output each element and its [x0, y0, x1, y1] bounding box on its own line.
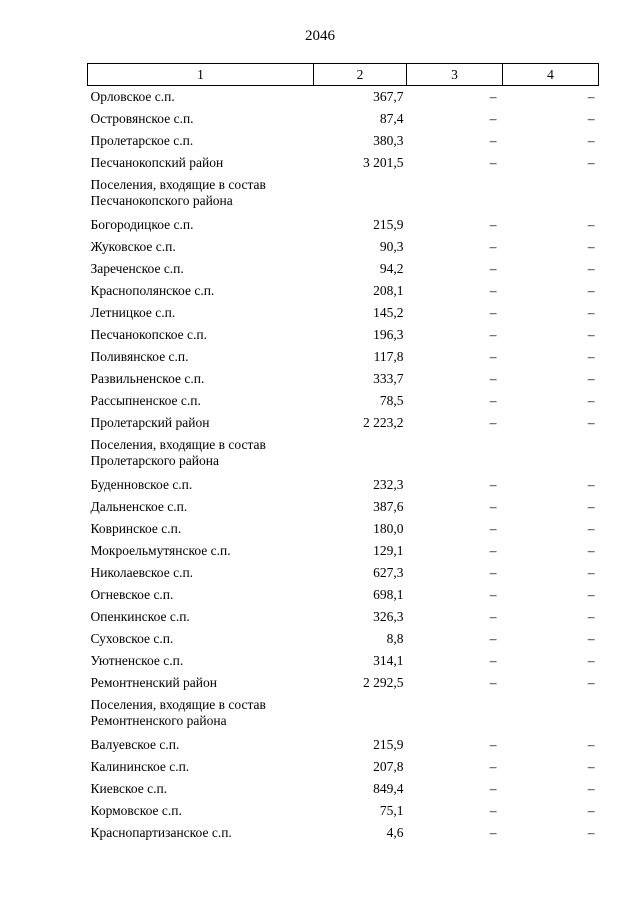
column-3-cell: – [489, 499, 497, 514]
value-cell [314, 174, 407, 214]
column-4-cell: – [587, 89, 595, 104]
column-header-3: 3 [407, 64, 503, 86]
name-cell: Кормовское с.п. [90, 803, 182, 818]
column-4-cell: – [587, 759, 595, 774]
table-body [88, 86, 599, 845]
column-4-cell: – [587, 393, 595, 408]
column-4-cell: – [587, 305, 595, 320]
table-row [88, 496, 599, 518]
column-3-cell: – [489, 803, 497, 818]
table-row [88, 756, 599, 778]
column-3-cell: – [489, 737, 497, 752]
table-row [88, 584, 599, 606]
column-4-cell: – [587, 675, 595, 690]
column-4-cell: – [587, 415, 595, 430]
column-4-cell: – [587, 543, 595, 558]
column-4-cell: – [587, 803, 595, 818]
table-row [88, 280, 599, 302]
column-3-cell: – [489, 521, 497, 536]
data-table [87, 63, 599, 844]
table-row [88, 108, 599, 130]
table-header [88, 64, 599, 86]
value-cell: 4,6 [386, 825, 404, 840]
column-3-cell: – [489, 371, 497, 386]
table-row [88, 390, 599, 412]
column-3-cell: – [489, 283, 497, 298]
table-row [88, 778, 599, 800]
value-cell: 2 292,5 [363, 675, 404, 690]
value-cell: 232,3 [373, 477, 404, 492]
table-row [88, 130, 599, 152]
column-3-cell: – [489, 133, 497, 148]
column-4-cell: – [587, 111, 595, 126]
name-cell: Ремонтненский район [90, 675, 217, 690]
table-row [88, 214, 599, 236]
value-cell: 90,3 [379, 239, 404, 254]
column-3-cell: – [489, 675, 497, 690]
name-cell: Киевское с.п. [90, 781, 168, 796]
value-cell: 326,3 [373, 609, 404, 624]
value-cell: 2 223,2 [363, 415, 404, 430]
column-3-cell: – [489, 587, 497, 602]
name-cell: Поселения, входящие в состав Песчанокопского района [90, 177, 266, 208]
name-cell: Уютненское с.п. [90, 653, 184, 668]
column-3-cell: – [489, 477, 497, 492]
column-3-cell: – [489, 759, 497, 774]
column-3-cell: – [489, 239, 497, 254]
value-cell: 180,0 [373, 521, 404, 536]
column-3-cell: – [489, 631, 497, 646]
page-number: 2046 [305, 28, 335, 44]
column-4-cell [503, 434, 599, 474]
column-4-cell: – [587, 133, 595, 148]
value-cell: 75,1 [379, 803, 404, 818]
column-3-cell: – [489, 609, 497, 624]
table-row [88, 734, 599, 756]
column-4-cell: – [587, 239, 595, 254]
column-header-4: 4 [503, 64, 599, 86]
value-cell: 215,9 [373, 217, 404, 232]
column-4-cell: – [587, 327, 595, 342]
name-cell: Зареченское с.п. [90, 261, 184, 276]
name-cell: Николаевское с.п. [90, 565, 194, 580]
name-cell: Калининское с.п. [90, 759, 190, 774]
value-cell: 849,4 [373, 781, 404, 796]
value-cell: 196,3 [373, 327, 404, 342]
column-4-cell: – [587, 609, 595, 624]
name-cell: Поселения, входящие в состав Пролетарского района [90, 437, 266, 468]
column-3-cell: – [489, 393, 497, 408]
table-row [88, 236, 599, 258]
name-cell: Развильненское с.п. [90, 371, 205, 386]
value-cell: 129,1 [373, 543, 404, 558]
column-4-cell: – [587, 261, 595, 276]
column-4-cell: – [587, 825, 595, 840]
column-4-cell: – [587, 565, 595, 580]
value-cell [314, 694, 407, 734]
table-row [88, 800, 599, 822]
table-row-subheader [88, 434, 599, 474]
name-cell: Суховское с.п. [90, 631, 174, 646]
value-cell: 380,3 [373, 133, 404, 148]
name-cell: Краснополянское с.п. [90, 283, 215, 298]
table-row [88, 606, 599, 628]
value-cell: 145,2 [373, 305, 404, 320]
table-row [88, 540, 599, 562]
table-row [88, 258, 599, 280]
value-cell: 367,7 [373, 89, 404, 104]
name-cell: Пролетарский район [90, 415, 210, 430]
table-row [88, 672, 599, 694]
value-cell: 207,8 [373, 759, 404, 774]
column-3-cell: – [489, 653, 497, 668]
column-3-cell [407, 174, 503, 214]
table-row [88, 346, 599, 368]
value-cell: 117,8 [373, 349, 404, 364]
name-cell: Дальненское с.п. [90, 499, 188, 514]
name-cell: Валуевское с.п. [90, 737, 180, 752]
name-cell: Орловское с.п. [90, 89, 175, 104]
table-row [88, 562, 599, 584]
value-cell: 208,1 [373, 283, 404, 298]
table-row [88, 474, 599, 496]
column-3-cell: – [489, 825, 497, 840]
value-cell: 3 201,5 [363, 155, 404, 170]
column-header-2: 2 [314, 64, 407, 86]
value-cell: 87,4 [379, 111, 404, 126]
name-cell: Огневское с.п. [90, 587, 174, 602]
column-4-cell: – [587, 349, 595, 364]
table-row [88, 822, 599, 844]
column-4-cell: – [587, 499, 595, 514]
column-4-cell: – [587, 521, 595, 536]
column-4-cell: – [587, 653, 595, 668]
name-cell: Островянское с.п. [90, 111, 194, 126]
column-4-cell: – [587, 283, 595, 298]
column-4-cell: – [587, 155, 595, 170]
column-4-cell: – [587, 631, 595, 646]
column-3-cell: – [489, 415, 497, 430]
table-row [88, 628, 599, 650]
column-3-cell: – [489, 111, 497, 126]
column-3-cell: – [489, 89, 497, 104]
column-3-cell: – [489, 261, 497, 276]
table-row [88, 302, 599, 324]
column-3-cell: – [489, 305, 497, 320]
column-4-cell: – [587, 371, 595, 386]
value-cell: 627,3 [373, 565, 404, 580]
name-cell: Рассыпненское с.п. [90, 393, 201, 408]
column-3-cell: – [489, 543, 497, 558]
column-3-cell: – [489, 349, 497, 364]
column-3-cell: – [489, 217, 497, 232]
value-cell: 314,1 [373, 653, 404, 668]
column-3-cell: – [489, 781, 497, 796]
column-4-cell [503, 174, 599, 214]
value-cell: 698,1 [373, 587, 404, 602]
table-row [88, 412, 599, 434]
column-3-cell: – [489, 155, 497, 170]
column-3-cell: – [489, 565, 497, 580]
name-cell: Буденновское с.п. [90, 477, 193, 492]
name-cell: Богородицкое с.п. [90, 217, 194, 232]
column-3-cell [407, 434, 503, 474]
value-cell: 387,6 [373, 499, 404, 514]
column-4-cell: – [587, 217, 595, 232]
name-cell: Песчанокопский район [90, 155, 224, 170]
column-3-cell [407, 694, 503, 734]
column-4-cell: – [587, 587, 595, 602]
name-cell: Летницкое с.п. [90, 305, 176, 320]
value-cell: 94,2 [379, 261, 404, 276]
table-row [88, 86, 599, 109]
name-cell: Песчанокопское с.п. [90, 327, 208, 342]
column-header-1: 1 [88, 64, 314, 86]
name-cell: Пролетарское с.п. [90, 133, 194, 148]
table-row-subheader [88, 694, 599, 734]
name-cell: Краснопартизанское с.п. [90, 825, 232, 840]
value-cell: 78,5 [379, 393, 404, 408]
column-3-cell: – [489, 327, 497, 342]
column-4-cell [503, 694, 599, 734]
name-cell: Опенкинское с.п. [90, 609, 190, 624]
column-4-cell: – [587, 781, 595, 796]
table-row-subheader [88, 174, 599, 214]
name-cell: Жуковское с.п. [90, 239, 176, 254]
value-cell: 215,9 [373, 737, 404, 752]
name-cell: Ковринское с.п. [90, 521, 182, 536]
column-4-cell: – [587, 477, 595, 492]
value-cell [314, 434, 407, 474]
value-cell: 333,7 [373, 371, 404, 386]
table-row [88, 368, 599, 390]
name-cell: Мокроельмутянское с.п. [90, 543, 231, 558]
name-cell: Поселения, входящие в состав Ремонтненского района [90, 697, 266, 728]
table-row [88, 324, 599, 346]
column-4-cell: – [587, 737, 595, 752]
table-row [88, 650, 599, 672]
value-cell: 8,8 [386, 631, 404, 646]
name-cell: Поливянское с.п. [90, 349, 189, 364]
table-row [88, 518, 599, 540]
table-row [88, 152, 599, 174]
